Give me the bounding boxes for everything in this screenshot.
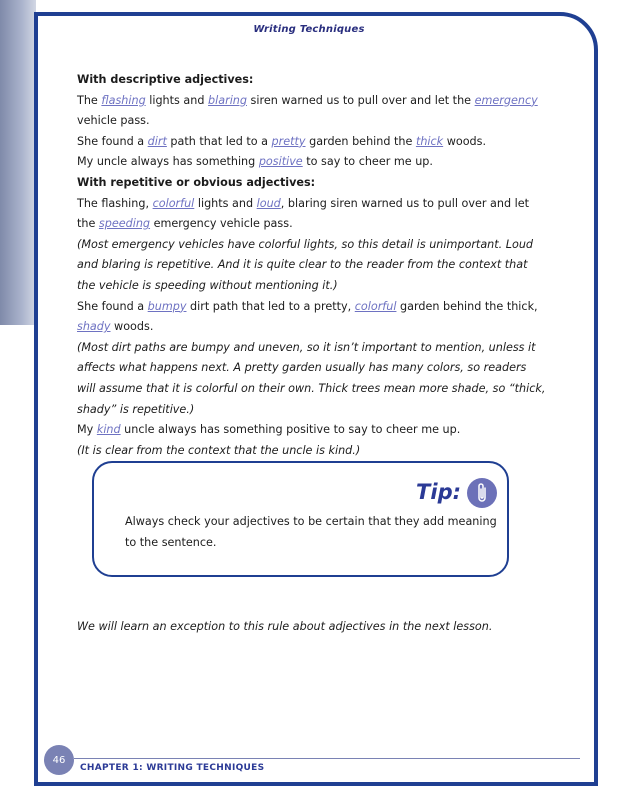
- side-decoration-stripe: [0, 0, 36, 325]
- adjective-highlight: loud: [256, 196, 281, 210]
- example-sentence-1: The flashing lights and blaring siren warned us to pull over and let the emergency vehicle pass.: [77, 93, 538, 128]
- tip-text: Always check your adjectives to be certain that they add meaning to the sentence.: [125, 515, 497, 549]
- running-head: Writing Techniques: [253, 24, 365, 35]
- adjective-highlight: emergency: [474, 93, 538, 107]
- adjective-highlight: speeding: [98, 217, 151, 231]
- repetitive-sentence-1: The flashing, colorful lights and loud, blaring siren warned us to pull over and let the speeding emergency vehicle pass.: [77, 196, 530, 231]
- heading-descriptive-adjectives: With descriptive adjectives:: [77, 73, 254, 86]
- explanation-note-1: (Most emergency vehicles have colorful lights, so this detail is unimportant. Loud and blaring is repetitive. And it is quite clear to the reader from the context that the vehicle is speeding without mentioning it.): [77, 237, 534, 292]
- adjective-highlight: colorful: [152, 196, 195, 210]
- explanation-note-3: (It is clear from the context that the uncle is kind.): [77, 443, 361, 457]
- adjective-highlight: blaring: [208, 93, 247, 107]
- footer-divider: [74, 758, 580, 759]
- adjective-highlight: flashing: [101, 93, 146, 107]
- page-number-badge: 46: [44, 745, 74, 775]
- adjective-highlight: colorful: [354, 299, 397, 313]
- adjective-highlight: dirt: [147, 134, 167, 148]
- adjective-highlight: pretty: [271, 134, 306, 148]
- adjective-highlight: bumpy: [147, 299, 187, 313]
- explanation-note-2: (Most dirt paths are bumpy and uneven, so it isn’t important to mention, unless it affects what happens next. A pretty garden usually has many colors, so readers will assume that it is colorful on their own. Thick trees mean more shade, so “thick, shady” is repetitive.): [77, 340, 546, 416]
- tip-box: [92, 461, 509, 577]
- adjective-highlight: kind: [96, 423, 121, 437]
- adjective-highlight: positive: [258, 155, 303, 169]
- closing-remark: We will learn an exception to this rule about adjectives in the next lesson.: [77, 620, 493, 633]
- repetitive-sentence-3: My kind uncle always has something positive to say to cheer me up.: [77, 423, 461, 437]
- tip-label: Tip:: [416, 480, 461, 504]
- example-sentence-3: My uncle always has something positive to say to cheer me up.: [77, 155, 433, 169]
- adjective-highlight: thick: [415, 134, 444, 148]
- adjective-highlight: shady: [77, 320, 111, 334]
- heading-repetitive-adjectives: With repetitive or obvious adjectives:: [77, 175, 316, 189]
- chapter-footer-label: CHAPTER 1: WRITING TECHNIQUES: [80, 763, 265, 773]
- repetitive-sentence-2: She found a bumpy dirt path that led to a pretty, colorful garden behind the thick, shady woods.: [77, 299, 538, 334]
- example-sentence-2: She found a dirt path that led to a pretty garden behind the thick woods.: [77, 134, 487, 148]
- main-content: [77, 70, 547, 461]
- paperclip-icon: [467, 478, 497, 508]
